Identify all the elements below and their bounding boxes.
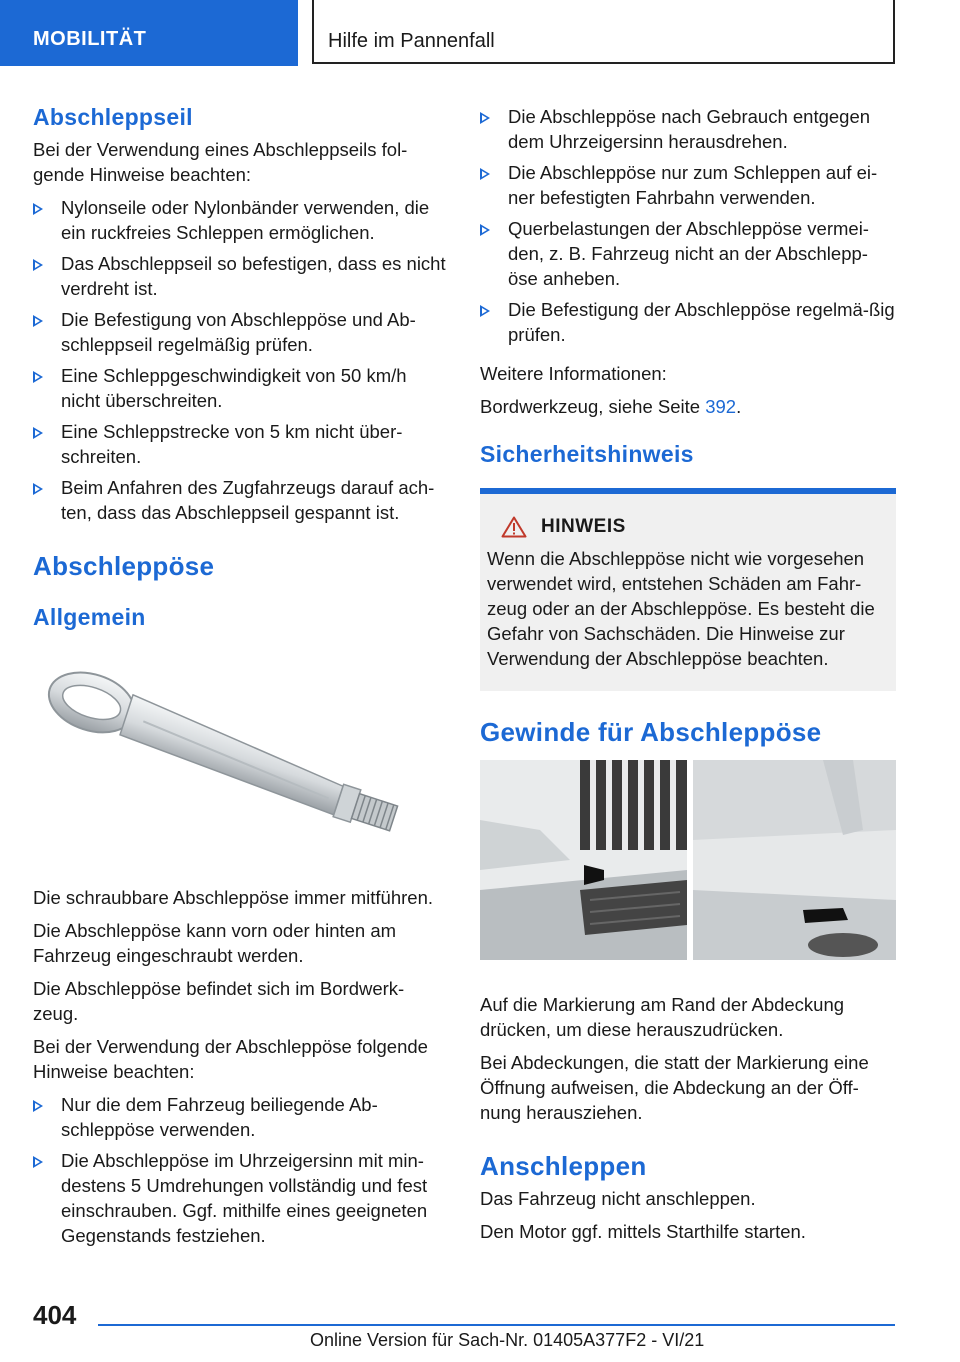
footer-version: Online Version für Sach-Nr. 01405A377F2 - VI/21 (310, 1330, 705, 1350)
page-header (0, 0, 960, 66)
triangle-bullet-icon (480, 168, 490, 180)
paragraph-bordwerkzeug: Die Abschleppöse befindet sich im Bordwerk-zeug. (33, 978, 405, 1024)
tow-eye-figure (33, 635, 447, 885)
triangle-bullet-icon (33, 259, 43, 271)
heading-abschleppoese: Abschleppöse (33, 551, 215, 581)
heading-allgemein: Allgemein (33, 604, 146, 630)
right-column (480, 104, 896, 1244)
paragraph-markierung: Auf die Markierung am Rand der Abdeckung drücken, um diese herauszudrücken. (480, 994, 845, 1040)
left-column (33, 104, 447, 1254)
triangle-bullet-icon (33, 1156, 43, 1168)
notice-title: HINWEIS (541, 516, 626, 537)
list-item: Nur die dem Fahrzeug beiliegende Ab-schleppöse verwenden. (33, 1092, 447, 1142)
footer-divider (98, 1324, 895, 1326)
list-item: Die Befestigung von Abschleppöse und Ab-schleppseil regelmäßig prüfen. (33, 307, 447, 357)
tow-eye-image (33, 635, 447, 885)
list-item: Nylonseile oder Nylonbänder verwenden, die ein ruckfreies Schleppen ermöglichen. (33, 195, 447, 245)
page-link-392[interactable]: 392 (705, 396, 737, 417)
paragraph-vorn-hinten: Die Abschleppöse kann vorn oder hinten am Fahrzeug eingeschraubt werden. (33, 920, 397, 966)
chapter-tab[interactable]: Hilfe im Pannenfall (312, 0, 895, 64)
heading-anschleppen: Anschleppen (480, 1151, 647, 1181)
list-item: Querbelastungen der Abschleppöse vermei-den, z. B. Fahrzeug nicht an der Abschlepp-öse anheben. (480, 216, 896, 291)
heading-sicherheitshinweis: Sicherheitshinweis (480, 441, 694, 467)
paragraph-mitfuehren: Die schraubbare Abschleppöse immer mitführen. (33, 887, 433, 908)
list-item: Die Abschleppöse im Uhrzeigersinn mit min-destens 5 Umdrehungen vollständig und fest einschrauben. Ggf. mithilfe eines geeigneten Gegenstands festziehen. (33, 1148, 447, 1248)
page-number: 404 (33, 1300, 77, 1330)
thread-cover-figure (480, 760, 896, 972)
list-abschleppseil (33, 195, 447, 525)
list-item: Die Abschleppöse nur zum Schleppen auf ei-ner befestigten Fahrbahn verwenden. (480, 160, 896, 210)
triangle-bullet-icon (33, 483, 43, 495)
section-tab[interactable]: MOBILITÄT (0, 0, 298, 66)
heading-gewinde: Gewinde für Abschleppöse (480, 717, 822, 747)
notice-text: Wenn die Abschleppöse nicht wie vorgesehen verwendet wird, entstehen Schäden am Fahr-zeug oder an der Abschleppöse. Es besteht die Gefahr von Sachschäden. Die Hinweise zur Verwendung der Abschleppöse beachten. (487, 548, 875, 669)
list-item: Die Abschleppöse nach Gebrauch entgegen dem Uhrzeigersinn herausdrehen. (480, 104, 896, 154)
notice-box (480, 488, 896, 691)
triangle-bullet-icon (480, 305, 490, 317)
paragraph-abdeckungen: Bei Abdeckungen, die statt der Markierung eine Öffnung aufweisen, die Abdeckung an der Öff-nung herausziehen. (480, 1052, 869, 1123)
notice-header (487, 516, 888, 538)
list-item: Eine Schleppstrecke von 5 km nicht über-schreiten. (33, 419, 447, 469)
paragraph-anschleppen-2: Den Motor ggf. mittels Starthilfe starten. (480, 1221, 806, 1242)
list-item: Beim Anfahren des Zugfahrzeugs darauf ach-ten, dass das Abschleppseil gespannt ist. (33, 475, 447, 525)
list-item: Die Befestigung der Abschleppöse regelmä-ßig prüfen. (480, 297, 896, 347)
front-bumper-image (480, 760, 687, 960)
list-abschleppoese (33, 1092, 447, 1248)
paragraph-anschleppen-1: Das Fahrzeug nicht anschleppen. (480, 1188, 756, 1209)
triangle-bullet-icon (480, 224, 490, 236)
triangle-bullet-icon (33, 315, 43, 327)
triangle-bullet-icon (33, 371, 43, 383)
triangle-bullet-icon (33, 1100, 43, 1112)
list-item: Das Abschleppseil so befestigen, dass es nicht verdreht ist. (33, 251, 447, 301)
warning-triangle-icon (501, 516, 527, 538)
paragraph-weitere: Weitere Informationen: (480, 363, 667, 384)
triangle-bullet-icon (33, 427, 43, 439)
triangle-bullet-icon (480, 112, 490, 124)
rear-bumper-image (693, 760, 896, 960)
list-abschleppoese-continued (480, 104, 896, 347)
paragraph-bordwerkzeug-ref: Bordwerkzeug, siehe Seite 392. (480, 396, 742, 417)
intro-abschleppseil: Bei der Verwendung eines Abschleppseils fol-gende Hinweise beachten: (33, 139, 408, 185)
heading-abschleppseil: Abschleppseil (33, 104, 193, 130)
paragraph-hinweise: Bei der Verwendung der Abschleppöse folgende Hinweise beachten: (33, 1036, 428, 1082)
triangle-bullet-icon (33, 203, 43, 215)
list-item: Eine Schleppgeschwindigkeit von 50 km/h nicht überschreiten. (33, 363, 447, 413)
